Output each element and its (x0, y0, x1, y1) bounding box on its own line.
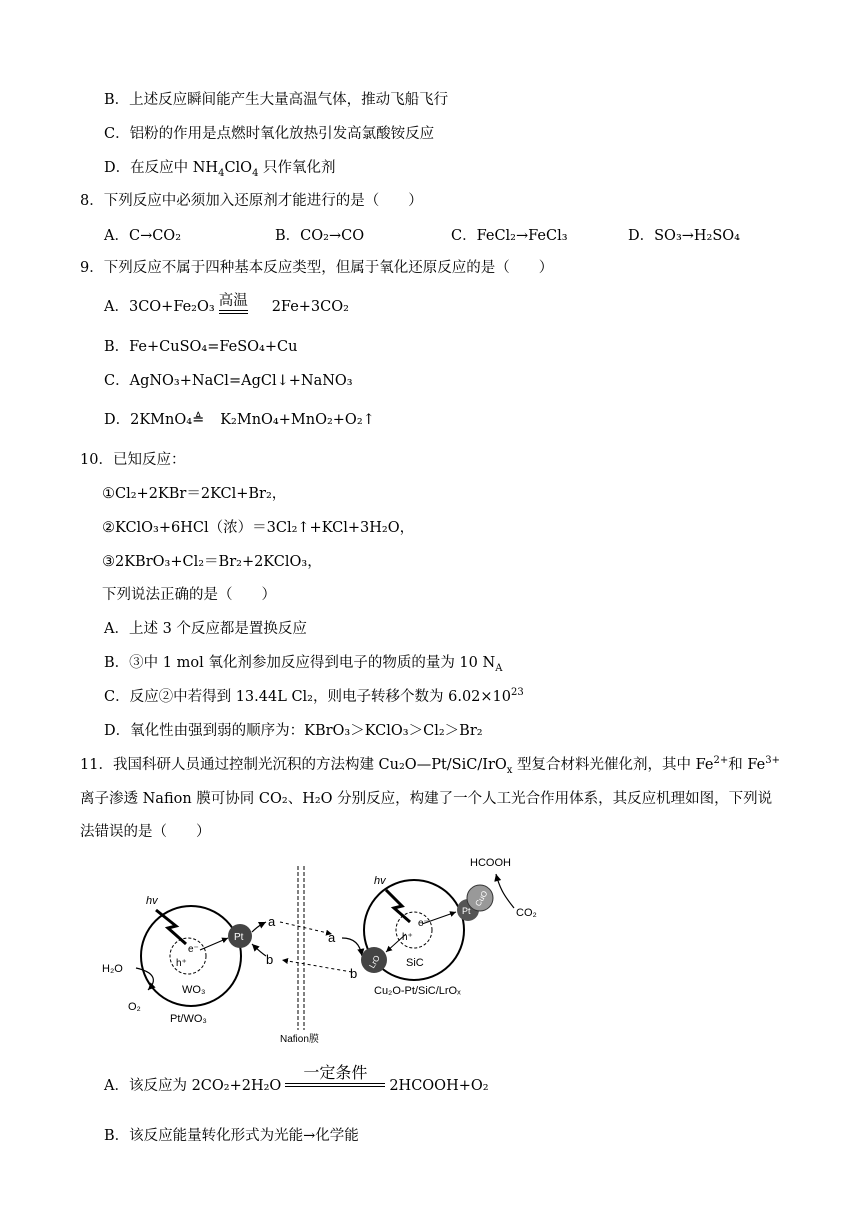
hcooh-label: HCOOH (470, 857, 511, 869)
electron-label-right: e⁻ (418, 918, 429, 929)
composite-label: Cu₂O-Pt/SiC/LrOₓ (374, 985, 461, 997)
a-label-left: a (268, 914, 276, 929)
q8-option-c: C．FeCl₂→FeCl₃ (451, 228, 568, 244)
pt-label-left: Pt (234, 932, 244, 943)
co2-label: CO₂ (516, 907, 537, 919)
hole-label-right: h⁺ (402, 932, 413, 943)
q11-l1-sup2: 3+ (765, 755, 780, 767)
q9-stem: 9．下列反应不属于四种基本反应类型，但属于氧化还原反应的是（ ） (80, 260, 554, 276)
q10-option-d: D．氧化性由强到弱的顺序为：KBrO₃＞KClO₃＞Cl₂＞Br₂ (104, 723, 483, 739)
q9-d-left: D．2KMnO₄≜ (104, 412, 205, 428)
cuo-label: CuO (473, 889, 490, 908)
q7-d-text-2: ClO (224, 160, 253, 176)
hole-label-left: h⁺ (176, 958, 187, 969)
wo3-label: WO₃ (182, 984, 206, 996)
pt-wo3-label: Pt/WO₃ (170, 1013, 207, 1025)
o2-label: O₂ (128, 1001, 141, 1013)
q10-c-text: C．反应②中若得到 13.44L Cl₂，则电子转移个数为 6.02×10 (104, 689, 511, 705)
light-bolt-right (386, 890, 410, 922)
q9-d-right: K₂MnO₄+MnO₂+O₂↑ (220, 412, 375, 428)
hv-label-right: hv (374, 875, 386, 887)
q11-a-double-bar (285, 1083, 385, 1087)
q9-a-right: 2Fe+3CO₂ (271, 299, 349, 315)
q11-option-a (104, 1063, 489, 1099)
reaction-mechanism-diagram (96, 848, 566, 1048)
q10-option-a: A．上述 3 个反应都是置换反应 (104, 621, 307, 637)
q8-option-d: D．SO₃→H₂SO₄ (628, 228, 740, 244)
q10-b-sub: A (495, 662, 503, 674)
sic-label: SiC (406, 957, 424, 969)
q11-a-condition-text: 一定条件 (303, 1063, 368, 1082)
electron-label-left: e⁻ (188, 944, 199, 955)
light-bolt-left (156, 910, 186, 944)
q7-option-b: B．上述反应瞬间能产生大量高温气体，推动飞船飞行 (104, 92, 449, 108)
q10-c-sup: 23 (511, 687, 524, 699)
hv-label-left: hv (146, 895, 158, 907)
q10-option-b (104, 653, 502, 673)
lro-label: LrO (367, 953, 382, 970)
q8-option-b: B．CO₂→CO (275, 228, 365, 244)
q9-option-d (104, 410, 375, 430)
q9-a-condition (219, 293, 248, 314)
q9-a-condition-text: 高温 (218, 293, 248, 309)
q10-reaction-1: ①Cl₂+2KBr＝2KCl+Br₂， (102, 486, 287, 502)
q11-stem-line-1 (80, 755, 780, 775)
q11-a-left: A．该反应为 2CO₂+2H₂O (104, 1078, 282, 1094)
q8-stem: 8．下列反应中必须加入还原剂才能进行的是（ ） (80, 193, 423, 209)
q11-stem-line-2: 离子渗透 Nafion 膜可协同 CO₂、H₂O 分别反应，构建了一个人工光合作用体系，其反应机理如图，下列说 (80, 791, 773, 807)
q10-stem: 10．已知反应： (80, 452, 186, 468)
q11-option-b: B．该反应能量转化形式为光能→化学能 (104, 1128, 359, 1144)
q7-d-sub-1: 4 (218, 167, 225, 179)
q11-a-condition (285, 1064, 385, 1087)
q10-b-text: B．③中 1 mol 氧化剂参加反应得到电子的物质的量为 10 N (104, 655, 496, 671)
nafion-label: Nafion膜 (280, 1034, 319, 1045)
q7-option-d (104, 158, 336, 178)
q7-d-text-1: D．在反应中 NH (104, 160, 219, 176)
q11-l1-b: 型复合材料光催化剂，其中 Fe (512, 757, 714, 773)
q9-a-left: A．3CO+Fe₂O₃ (104, 299, 215, 315)
q11-l1-sup1: 2+ (713, 755, 729, 767)
a-label-right: a (328, 930, 336, 945)
q10-option-c (104, 687, 524, 707)
q11-l1-c: 和 Fe (728, 757, 766, 773)
q11-stem-line-3: 法错误的是（ ） (80, 824, 211, 840)
q10-reaction-2: ②KClO₃+6HCl（浓）＝3Cl₂↑+KCl+3H₂O， (102, 520, 415, 536)
q9-option-b: B．Fe+CuSO₄=FeSO₄+Cu (104, 339, 298, 355)
b-label-right: b (350, 966, 358, 981)
q11-a-right: 2HCOOH+O₂ (389, 1078, 489, 1094)
pt-label-right: Pt (462, 906, 471, 916)
q11-l1-a: 11．我国科研人员通过控制光沉积的方法构建 Cu₂O—Pt/SiC/IrO (80, 757, 507, 773)
q10-ask: 下列说法正确的是（ ） (102, 587, 276, 603)
q7-d-text-3: 只作氧化剂 (258, 160, 336, 176)
q9-option-a (104, 293, 349, 320)
q9-a-double-bar (219, 310, 248, 314)
q10-reaction-3: ③2KBrO₃+Cl₂＝Br₂+2KClO₃， (102, 554, 322, 570)
h2o-label: H₂O (102, 963, 123, 975)
q8-option-a: A．C→CO₂ (104, 228, 182, 244)
q11-l1-sub: x (506, 764, 513, 776)
q9-option-c: C．AgNO₃+NaCl=AgCl↓+NaNO₃ (104, 373, 353, 389)
q7-option-c: C．铝粉的作用是点燃时氧化放热引发高氯酸铵反应 (104, 126, 435, 142)
q7-d-sub-2: 4 (252, 167, 259, 179)
b-label-left: b (266, 952, 274, 967)
